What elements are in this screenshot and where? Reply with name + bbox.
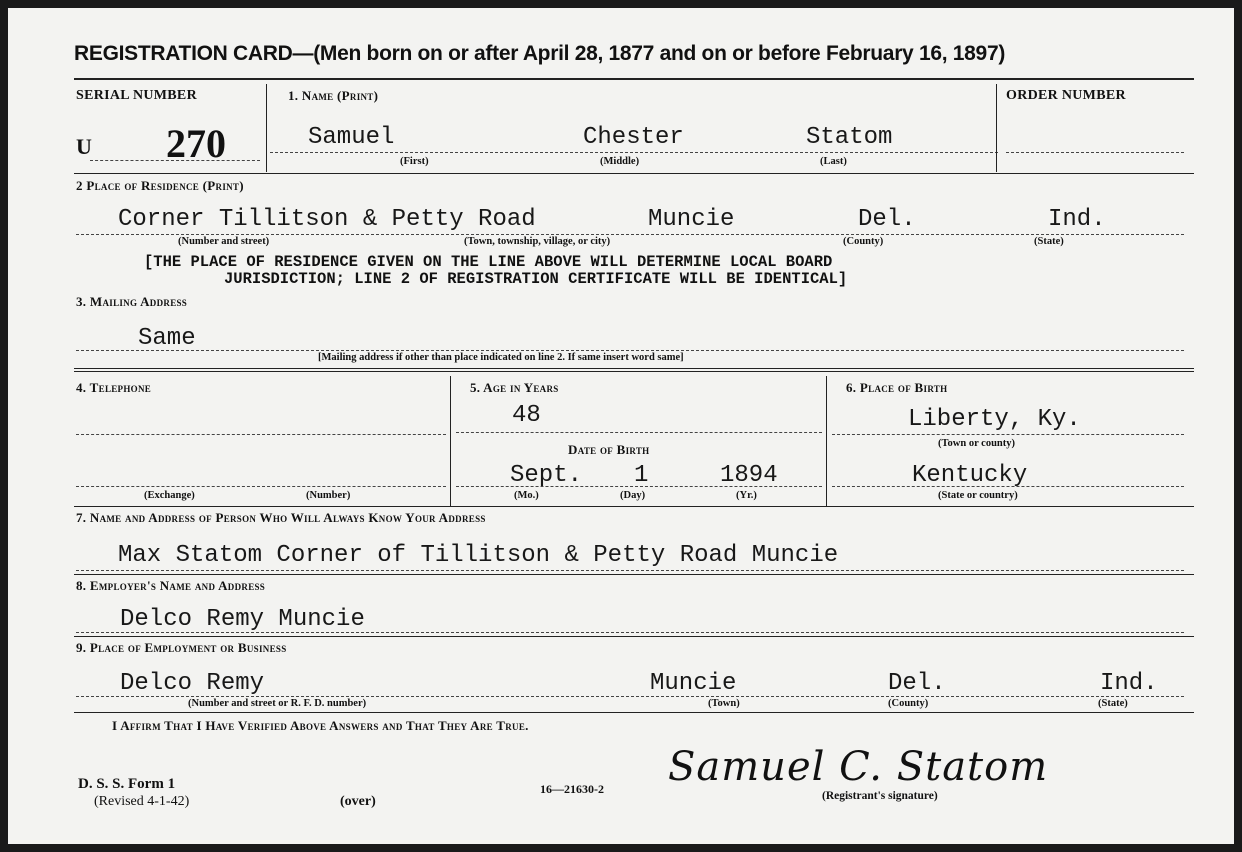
residence-state-value: Ind.	[1048, 206, 1106, 233]
employment-state-value: Ind.	[1100, 670, 1158, 697]
dob-day-value: 1	[634, 462, 649, 489]
employment-county-value: Del.	[888, 670, 946, 697]
order-line	[1006, 152, 1184, 153]
employment-label: 9. Place of Employment or Business	[76, 640, 287, 655]
employment-town-caption: (Town)	[708, 698, 740, 709]
residence-state-caption: (State)	[1034, 236, 1064, 247]
middle-caption: (Middle)	[600, 156, 640, 167]
form-name: D. S. S. Form 1	[78, 776, 176, 792]
birthplace-state-line	[832, 486, 1184, 487]
residence-county-caption: (County)	[843, 236, 884, 247]
birthplace-town-line	[832, 434, 1184, 435]
over-note: (over)	[340, 794, 376, 809]
mailing-label: 3. Mailing Address	[76, 294, 188, 309]
exchange-caption: (Exchange)	[144, 490, 195, 501]
dob-line	[456, 486, 822, 487]
row1-rule	[74, 173, 1194, 174]
residence-town-value: Muncie	[648, 206, 735, 233]
row7-rule	[74, 574, 1194, 575]
employer-line	[76, 632, 1184, 633]
dob-year-value: 1894	[720, 462, 778, 489]
month-caption: (Mo.)	[514, 490, 539, 501]
first-name-value: Samuel	[308, 124, 395, 151]
birthplace-state-caption: (State or country)	[938, 490, 1018, 501]
form-revised: (Revised 4-1-42)	[94, 794, 190, 809]
residence-notice-line-1: [THE PLACE OF RESIDENCE GIVEN ON THE LINE ABOVE WILL DETERMINE LOCAL BOARD	[144, 253, 833, 271]
dob-label: Date of Birth	[568, 442, 650, 457]
residence-label: 2 Place of Residence (Print)	[76, 178, 244, 193]
employment-street-caption: (Number and street or R. F. D. number)	[188, 698, 367, 709]
birthplace-state-value: Kentucky	[912, 462, 1028, 489]
serial-number-label: SERIAL NUMBER	[76, 88, 197, 103]
birthplace-town-caption: (Town or county)	[938, 438, 1016, 449]
employer-label: 8. Employer's Name and Address	[76, 578, 266, 593]
employment-town-value: Muncie	[650, 670, 737, 697]
row3-rule	[74, 368, 1194, 372]
telephone-line-1	[76, 434, 446, 435]
row8-rule	[74, 636, 1194, 637]
middle-name-value: Chester	[583, 124, 684, 151]
age-value: 48	[512, 402, 541, 429]
employment-line	[76, 696, 1184, 697]
registration-card	[8, 8, 1234, 844]
employment-state-caption: (State)	[1098, 698, 1128, 709]
form-code: 16—21630-2	[540, 782, 604, 796]
residence-line	[76, 234, 1184, 235]
serial-divider	[266, 84, 267, 172]
affirmation-text: I Affirm That I Have Verified Above Answers and That They Are True.	[112, 718, 529, 733]
mailing-caption: [Mailing address if other than place indicated on line 2. If same insert word same]	[318, 352, 684, 363]
serial-number-value: 270	[166, 121, 226, 166]
dob-month-value: Sept.	[510, 462, 583, 489]
birthplace-town-value: Liberty, Ky.	[908, 406, 1081, 433]
serial-prefix: U	[76, 134, 92, 159]
employer-value: Delco Remy Muncie	[120, 606, 365, 633]
telephone-line-2	[76, 486, 446, 487]
age-label: 5. Age in Years	[470, 380, 559, 395]
residence-notice-line-2: JURISDICTION; LINE 2 OF REGISTRATION CERTIFICATE WILL BE IDENTICAL]	[224, 270, 848, 288]
age-divider	[826, 376, 827, 506]
serial-line	[90, 160, 260, 161]
registrant-signature: Samuel C. Statom	[668, 744, 1049, 790]
title-rule	[74, 78, 1194, 80]
number-caption: (Number)	[306, 490, 351, 501]
mailing-value: Same	[138, 325, 196, 352]
residence-street-caption: (Number and street)	[178, 236, 270, 247]
residence-street-value: Corner Tillitson & Petty Road	[118, 206, 536, 233]
day-caption: (Day)	[620, 490, 646, 501]
residence-county-value: Del.	[858, 206, 916, 233]
telephone-divider	[450, 376, 451, 506]
row9-rule	[74, 712, 1194, 713]
birthplace-label: 6. Place of Birth	[846, 380, 948, 395]
telephone-label: 4. Telephone	[76, 380, 152, 395]
employment-street-value: Delco Remy	[120, 670, 265, 697]
last-name-value: Statom	[806, 124, 893, 151]
row4-rule	[74, 506, 1194, 507]
name-label: 1. Name (Print)	[288, 88, 379, 103]
residence-town-caption: (Town, township, village, or city)	[464, 236, 611, 247]
contact-value: Max Statom Corner of Tillitson & Petty Road Muncie	[118, 542, 839, 569]
first-caption: (First)	[400, 156, 429, 167]
order-divider	[996, 84, 997, 172]
card-title: REGISTRATION CARD—(Men born on or after April 28, 1877 and on or before February 16, 1897)	[74, 42, 1006, 65]
year-caption: (Yr.)	[736, 490, 757, 501]
age-line	[456, 432, 822, 433]
mailing-line	[76, 350, 1184, 351]
contact-line	[76, 570, 1184, 571]
order-number-label: ORDER NUMBER	[1006, 88, 1126, 103]
employment-county-caption: (County)	[888, 698, 929, 709]
signature-caption: (Registrant's signature)	[822, 790, 938, 802]
contact-label: 7. Name and Address of Person Who Will Always Know Your Address	[76, 510, 486, 525]
last-caption: (Last)	[820, 156, 847, 167]
name-line	[270, 152, 998, 153]
